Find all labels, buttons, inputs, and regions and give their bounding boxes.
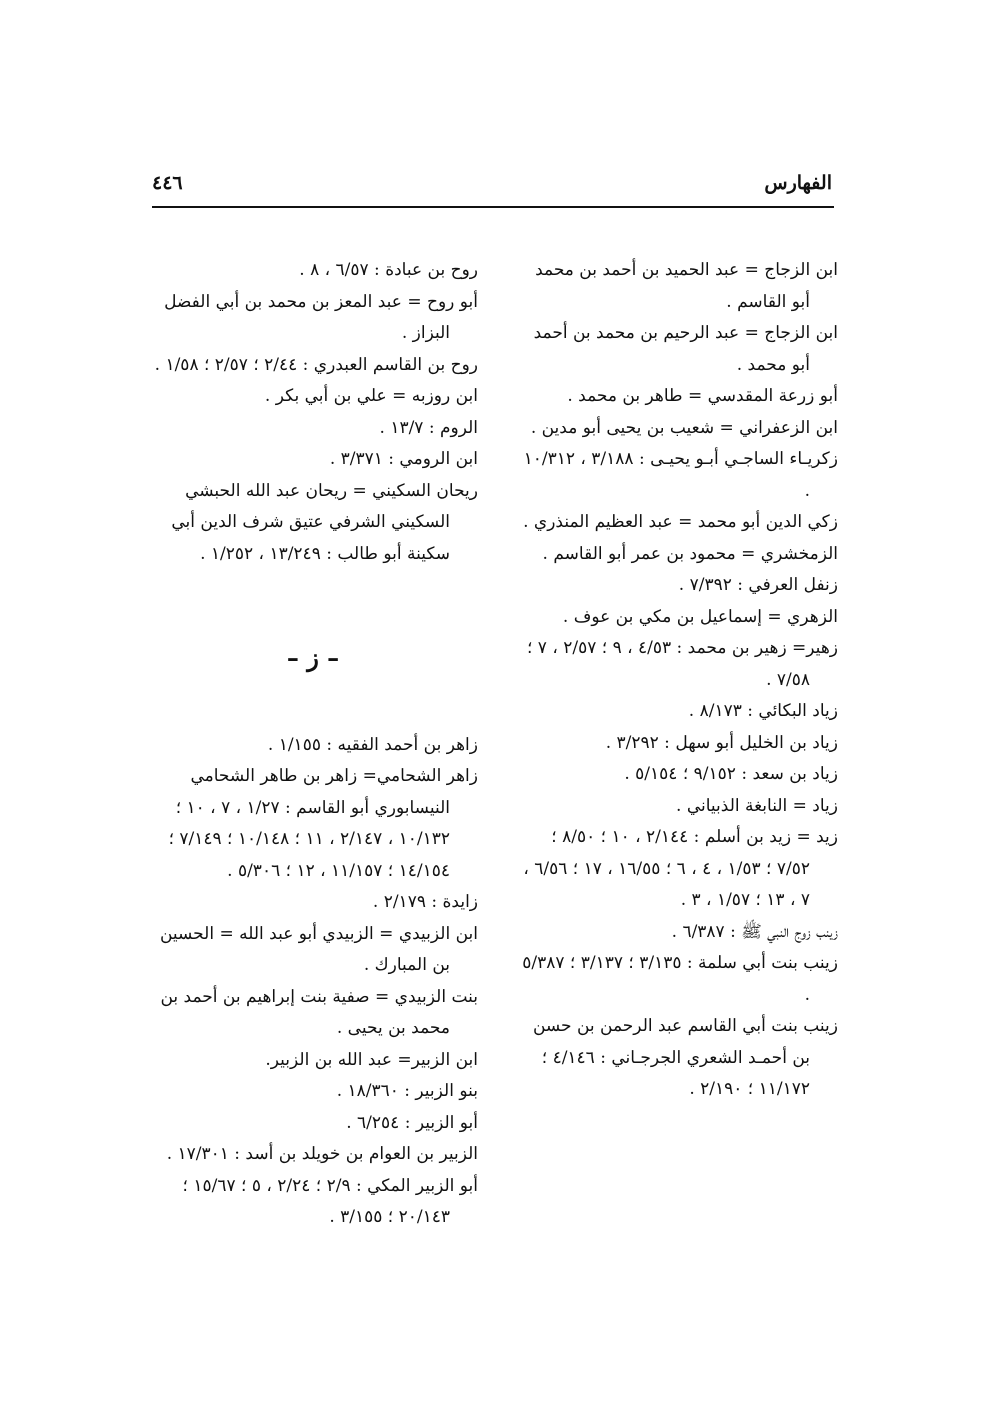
index-entry: ريحان السكيني = ريحان عبد الله الحبشي السكيني الشرفي عتيق شرف الدين أبي سكينة أبو طالب : ١٣/٢٤٩ ، ١/٢٥٢ . [171,480,478,564]
index-entry: زينب بنت أبي القاسم عبد الرحمن بن حسن بن أحمـد الشعري الجرجـاني : ٤/١٤٦ ؛ ١١/١٧٢ ؛ ٢/١٩٠ . [532,1016,838,1099]
index-entry: زكي الدين أبو محمد = عبد العظيم المنذري . [523,512,838,532]
index-entry: ابن الزجاج = عبد الرحيم بن محمد بن أحمد أبو محمد . [533,323,838,375]
index-entry: الزبير بن العوام بن خويلد بن أسد : ١٧/٣٠١ . [166,1144,478,1164]
index-entry: ابن الرومي : ٣/٣٧١ . [329,449,478,469]
index-entry: زايدة : ٢/١٧٩ . [372,892,478,912]
index-column-left [148,255,478,1234]
index-entry: زينب زوج النبي ﷺ : ٦/٣٨٧ . [671,921,838,942]
section-heading: – ز – [286,643,340,672]
index-entry: زيد = زيد بن أسلم : ٢/١٤٤ ، ١٠ ؛ ٨/٥٠ ؛ ٧/٥٢ ؛ ١/٥٣ ، ٤ ، ٦ ؛ ١٦/٥٥ ، ١٧ ؛ ٦/٥٦ ، ٧ ، ١٣ ؛ ١/٥٧ ، ٣ . [523,827,838,910]
index-entry: زهير= زهير بن محمد : ٤/٥٣ ، ٩ ؛ ٢/٥٧ ، ٧ ؛ ٧/٥٨ . [526,638,838,690]
index-entry: الزهري = إسماعيل بن مكي بن عوف . [562,606,838,627]
index-entry: أبو الزبير : ٦/٢٥٤ . [346,1112,478,1133]
index-entry: روح بن القاسم العبدري : ٢/٤٤ ؛ ٢/٥٧ ؛ ١/٥٨ . [154,354,478,375]
index-entry: ابن الزعفراني = شعيب بن يحيى أبو مدين . [530,417,838,438]
index-entry: زياد بن سعد : ٩/١٥٢ ؛ ٥/١٥٤ . [624,764,838,784]
page-title: الفهارس [764,172,832,194]
index-entry: روح بن عبادة : ٦/٥٧ ، ٨ . [299,260,478,280]
index-entry: بنو الزبير : ١٨/٣٦٠ . [336,1081,478,1101]
index-entry: أبو الزبير المكي : ٢/٩ ؛ ٢/٢٤ ، ٥ ؛ ١٥/٦٧ ؛ ٢٠/١٤٣ ؛ ٣/١٥٥ . [182,1175,478,1227]
index-entry: بنت الزبيدي = صفية بنت إبراهيم بن أحمد بن محمد بن يحيى . [160,986,478,1038]
index-entry: زاهر الشحامي= زاهر بن طاهر الشحامي النيسابوري أبو القاسم : ١/٢٧ ، ٧ ، ١٠ ؛ ١٠/١٣٢ ، ٢/١٤٧ ، ١١ ؛ ١٠/١٤٨ ؛ ٧/١٤٩ ؛ ١٤/١٥٤ ؛ ١١/١٥٧ ، ١٢ ؛ ٥/٣٠٦ . [168,766,478,881]
index-entry: أبو روح = عبد المعز بن محمد بن أبي الفضل البزاز . [164,291,478,343]
page-number: ٤٤٦ [152,172,183,194]
index-column-right [513,255,838,1106]
index-entry: زنفل العرفي : ٧/٣٩٢ . [678,575,838,595]
section-spacer [148,674,478,730]
index-entry: أبو زرعة المقدسي = طاهر بن محمد . [567,386,838,406]
index-entry: ابن الزبيدي = الزبيدي أبو عبد الله = الحسين بن المبارك . [159,923,478,975]
page-header [152,170,832,204]
header-rule [152,206,834,208]
index-entry: زياد البكائي : ٨/١٧٣ . [688,701,838,721]
index-entry: ابن روزبه = علي بن أبي بكر . [264,386,478,406]
index-entry: ابن الزبير= عبد الله بن الزبير. [265,1049,478,1070]
index-entry: زاهر بن أحمد الفقيه : ١/١٥٥ . [267,734,478,755]
index-entry: زياد = النابغة الذبياني . [676,795,838,816]
section-spacer [148,570,478,642]
index-entry: ابن الزجاج = عبد الحميد بن أحمد بن محمد أبو القاسم . [535,260,838,312]
index-entry: الروم : ١٣/٧ . [379,417,478,438]
index-entry: زكريـاء الساجـي أبـو يحيـى : ٣/١٨٨ ، ١٠/٣١٢ . [523,449,838,501]
index-entry: الزمخشري = محمود بن عمر أبو القاسم . [542,543,838,564]
index-entry: زياد بن الخليل أبو سهل : ٣/٢٩٢ . [605,732,838,753]
index-entry: زينب بنت أبي سلمة : ٣/١٣٥ ؛ ٣/١٣٧ ؛ ٥/٣٨٧ . [522,953,838,1005]
